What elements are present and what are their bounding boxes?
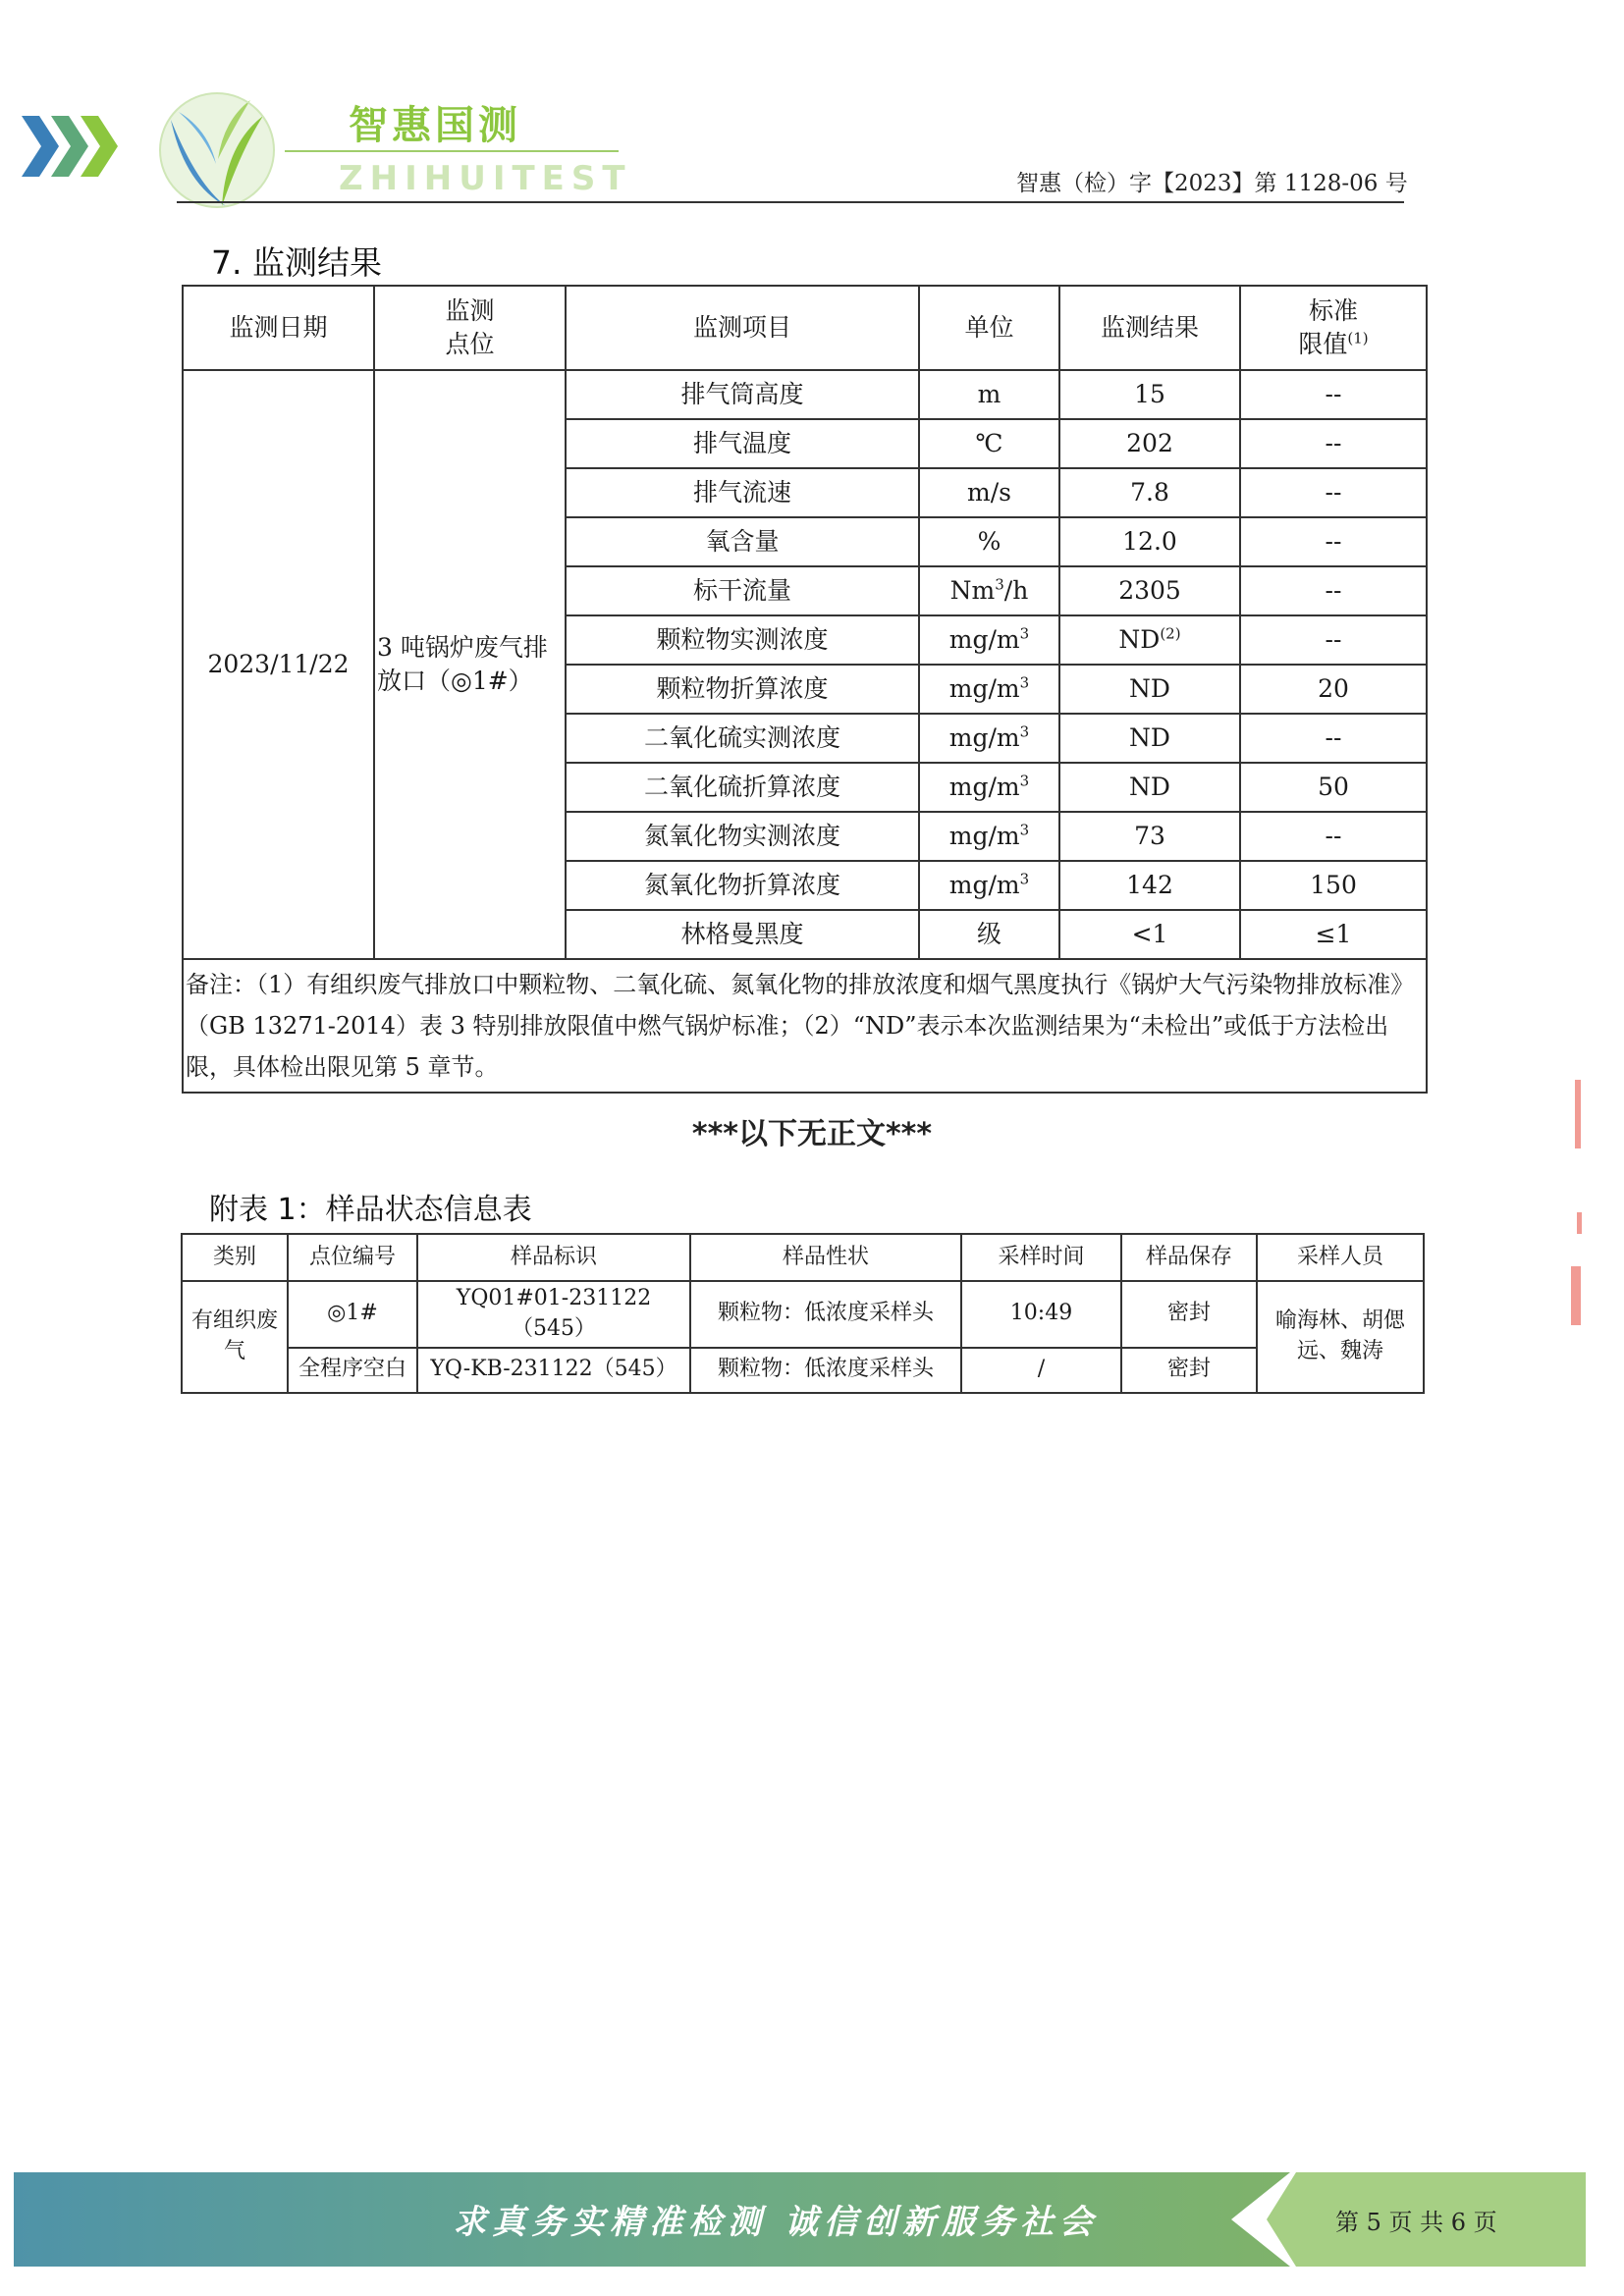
unit-sup: 3 [1019,772,1030,790]
sample-time: / [961,1348,1121,1393]
stamp-edge-mark [1575,1080,1581,1148]
unit-tail: /h [1003,576,1029,606]
limit-cell: 20 [1240,665,1427,714]
sample-category: 有组织废气 [182,1281,288,1393]
result-sup: (2) [1160,624,1181,643]
limit-cell: -- [1240,419,1427,468]
unit-cell: m/s [919,468,1059,517]
unit-base: mg/m [948,674,1020,704]
item-cell: 颗粒物实测浓度 [566,615,919,665]
sample-point: 全程序空白 [288,1348,417,1393]
unit-cell [919,763,1059,812]
header-limit-sup: (1) [1347,329,1369,347]
sample-header-id: 样品标识 [417,1234,690,1281]
sample-status-table [181,1233,1425,1394]
table-row [183,370,1427,419]
result-cell: ND [1059,763,1240,812]
stamp-edge-mark [1577,1212,1582,1234]
chevron-arrows-icon [22,116,120,177]
limit-cell: 50 [1240,763,1427,812]
header-date: 监测日期 [183,286,374,370]
unit-cell: 级 [919,910,1059,959]
item-cell: 氮氧化物折算浓度 [566,861,919,910]
header-item: 监测项目 [566,286,919,370]
unit-sup: 3 [1019,870,1030,888]
result-cell: 2305 [1059,566,1240,615]
sample-id: YQ-KB-231122（545） [417,1348,690,1393]
header-point-line2: 点位 [445,330,495,358]
unit-cell [919,812,1059,861]
limit-cell: -- [1240,370,1427,419]
result-cell: 202 [1059,419,1240,468]
result-cell: 15 [1059,370,1240,419]
stamp-edge-mark [1571,1266,1581,1325]
item-cell: 二氧化硫实测浓度 [566,714,919,763]
unit-cell [919,615,1059,665]
section-title: 7. 监测结果 [211,243,382,282]
header-limit [1240,286,1427,370]
sample-header-storage: 样品保存 [1121,1234,1257,1281]
sample-personnel: 喻海林、胡偲远、魏涛 [1257,1281,1424,1393]
monitoring-results-table [182,285,1428,1094]
unit-sup: 3 [1019,673,1030,692]
sample-header-category: 类别 [182,1234,288,1281]
end-of-text-marker: ***以下无正文*** [691,1117,933,1151]
table-header-row [183,286,1427,370]
header-limit-line1: 标准 [1308,296,1358,326]
sample-id: YQ01#01-231122（545） [417,1281,690,1348]
appendix-title: 附表 1：样品状态信息表 [209,1193,532,1227]
item-cell: 排气流速 [566,468,919,517]
header-limit-line2: 限值 [1298,330,1348,358]
report-number: 智惠（检）字【2023】第 1128-06 号 [1016,171,1408,196]
limit-cell: -- [1240,714,1427,763]
table-row [182,1281,1424,1348]
unit-sup: 3 [995,575,1004,594]
item-cell: 二氧化硫折算浓度 [566,763,919,812]
result-cell: ND [1059,714,1240,763]
monitoring-date: 2023/11/22 [183,370,374,959]
table-note: 备注：（1）有组织废气排放口中颗粒物、二氧化硫、氮氧化物的排放浓度和烟气黑度执行《锅炉大气污染物排放标准》（GB 13271-2014）表 3 特别排放限值中燃气锅炉标准；（2）“ND”表示本次监测结果为“未检出”或低于方法检出限，具体检出限见第 5 章节。 [183,959,1427,1093]
unit-cell: ℃ [919,419,1059,468]
sample-storage: 密封 [1121,1281,1257,1348]
unit-base: mg/m [948,773,1020,802]
footer-slogan: 求真务实精准检测 诚信创新服务社会 [453,2203,1099,2242]
result-cell: 73 [1059,812,1240,861]
sample-header-nature: 样品性状 [690,1234,961,1281]
result-cell: 12.0 [1059,517,1240,566]
unit-cell: % [919,517,1059,566]
sample-storage: 密封 [1121,1348,1257,1393]
unit-sup: 3 [1019,624,1030,643]
brand-underline [285,150,619,152]
item-cell: 林格曼黑度 [566,910,919,959]
item-cell: 排气温度 [566,419,919,468]
sample-header-row [182,1234,1424,1281]
monitoring-point: 3 吨锅炉废气排放口（◎1#） [374,370,566,959]
sample-header-time: 采样时间 [961,1234,1121,1281]
sample-time: 10:49 [961,1281,1121,1348]
limit-cell: -- [1240,517,1427,566]
unit-sup: 3 [1019,821,1030,839]
limit-cell: -- [1240,566,1427,615]
unit-cell [919,714,1059,763]
unit-base: Nm [949,576,996,606]
unit-cell [919,566,1059,615]
item-cell: 氧含量 [566,517,919,566]
note-row [183,959,1427,1093]
table-row [182,1348,1424,1393]
page-number: 第 5 页 共 6 页 [1335,2209,1497,2236]
brand-name-en: ZHIHUITEST [339,159,632,198]
item-cell: 颗粒物折算浓度 [566,665,919,714]
unit-base: mg/m [948,871,1020,900]
limit-cell: -- [1240,615,1427,665]
unit-sup: 3 [1019,722,1030,741]
result-value: ND [1118,625,1161,655]
limit-cell: -- [1240,812,1427,861]
unit-base: mg/m [948,625,1020,655]
result-cell: ND [1059,665,1240,714]
result-cell: <1 [1059,910,1240,959]
header-result: 监测结果 [1059,286,1240,370]
header-unit: 单位 [919,286,1059,370]
header-point [374,286,566,370]
header-divider [177,201,1404,203]
unit-base: mg/m [948,723,1020,753]
sample-nature: 颗粒物：低浓度采样头 [690,1281,961,1348]
item-cell: 氮氧化物实测浓度 [566,812,919,861]
header-point-line1: 监测 [445,296,495,326]
unit-cell [919,861,1059,910]
result-cell: 7.8 [1059,468,1240,517]
sample-nature: 颗粒物：低浓度采样头 [690,1348,961,1393]
item-cell: 标干流量 [566,566,919,615]
limit-cell: 150 [1240,861,1427,910]
result-cell [1059,615,1240,665]
result-cell: 142 [1059,861,1240,910]
sample-header-personnel: 采样人员 [1257,1234,1424,1281]
limit-cell: -- [1240,468,1427,517]
limit-cell: ≤1 [1240,910,1427,959]
company-logo-icon [157,90,277,210]
item-cell: 排气筒高度 [566,370,919,419]
unit-cell [919,665,1059,714]
unit-cell: m [919,370,1059,419]
unit-base: mg/m [948,822,1020,851]
sample-point: ◎1# [288,1281,417,1348]
brand-name-cn: 智惠国测 [349,103,521,148]
sample-header-point: 点位编号 [288,1234,417,1281]
